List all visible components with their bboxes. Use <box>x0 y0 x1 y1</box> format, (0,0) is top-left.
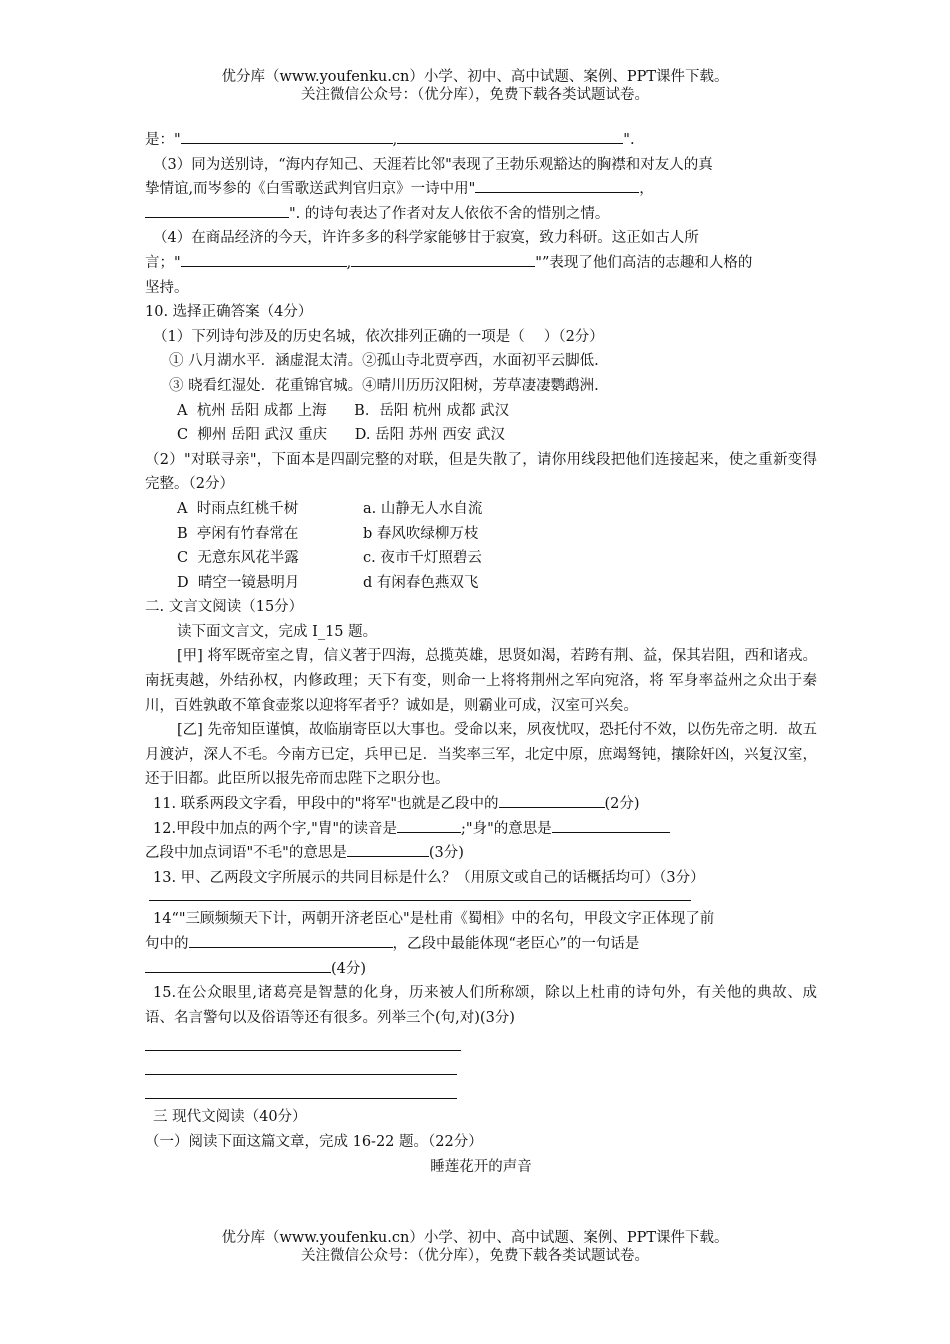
answer-blank[interactable] <box>181 252 347 267</box>
text: 乙段中加点词语"不毛"的意思是 <box>145 845 347 862</box>
page-header <box>0 68 950 104</box>
couplet-pair <box>145 522 817 547</box>
text: ，乙段中最能体现“老臣心”的一句话是 <box>392 936 640 952</box>
answer-blank[interactable] <box>145 203 289 218</box>
text: , <box>392 132 398 148</box>
couplet-left: D 晴空一镜悬明月 <box>177 574 300 591</box>
couplet-pair <box>145 546 817 571</box>
couplet-pair <box>145 497 817 522</box>
footer-line-2: 关注微信公众号：（优分库），免费下载各类试题试卷。 <box>301 1248 649 1264</box>
text: ". 的诗句表达了作者对友人依依不舍的惜别之情。 <box>289 205 610 222</box>
answer-blank[interactable] <box>181 129 393 144</box>
q9-3-line1: （3）同为送别诗，“海内存知己、天涯若比邻"表现了王勃乐观豁达的胸襟和对友人的真 <box>153 156 713 173</box>
text: ". <box>623 132 635 148</box>
q10-title: 10. 选择正确答案（4分） <box>145 304 313 321</box>
q10-options-ab: A 杭州 岳阳 成都 上海 B．岳阳 杭州 成都 武汉 <box>177 402 510 419</box>
text: (3分) <box>428 845 464 862</box>
exam-content <box>145 128 817 1179</box>
section-3-subtitle: （一）阅读下面这篇文章，完成 16-22 题。（22分） <box>145 1133 483 1150</box>
q10-2-stem: （2）"对联寻亲"，下面本是四副完整的对联，但是失散了，请你用线段把他们连接起来，使之重新变得完整。（2分） <box>145 451 817 493</box>
q9-continuation <box>145 128 817 153</box>
q9-4-line1: （4）在商品经济的今天，许许多多的科学家能够甘于寂寞，致力科研。这正如古人所 <box>153 230 699 247</box>
couplet-list <box>145 497 817 595</box>
q10-1-stem: （1）下列诗句涉及的历史名城，依次排列正确的一项是（ ）（2分） <box>153 328 604 345</box>
couplet-left: C 无意东风花半露 <box>177 550 299 567</box>
text: 12.甲段中加点的两个字,"胄"的读音是 <box>153 820 398 837</box>
couplet-pair <box>145 571 817 596</box>
text: 句中的 <box>145 936 189 952</box>
answer-blank[interactable] <box>397 818 461 833</box>
text: "”表现了他们高洁的志趣和人格的 <box>535 254 753 271</box>
text: ， <box>639 181 654 198</box>
couplet-right: a. 山静无人水自流 <box>363 500 483 517</box>
answer-blank[interactable] <box>499 793 605 808</box>
q10-verse-2: ③ 晓看红湿处．花重锦官城。④晴川历历汉阳树，芳草凄凄鹦鹉洲. <box>169 377 599 394</box>
answer-blank[interactable] <box>347 842 429 857</box>
q9-3-line3 <box>145 202 817 227</box>
q12-line1 <box>145 817 817 842</box>
q13: 13. 甲、乙两段文字所展示的共同目标是什么？（用原文或自己的话概括均可）（3分） <box>153 869 705 886</box>
answer-blank[interactable] <box>397 129 623 144</box>
text: 言；" <box>145 254 181 271</box>
q14-line3 <box>145 957 817 982</box>
couplet-right: c. 夜市千灯照碧云 <box>363 550 482 567</box>
text: 11. 联系两段文字看，甲段中的"将军"也就是乙段中的 <box>153 796 499 813</box>
q14-line2 <box>145 932 817 957</box>
q12-line2 <box>145 841 817 866</box>
q9-4-line3: 坚持。 <box>145 279 189 296</box>
q11 <box>145 792 817 817</box>
text: (4分) <box>331 960 367 977</box>
passage-jia: [甲] 将军既帝室之胄，信义著于四海，总揽英雄，思贤如渴，若跨有荆、益，保其岩阻，西和诸戎。南抚夷越，外结孙权，内修政理；天下有变，则命一上将将荆州之军向宛洛，将 军身率益州之众出于秦川，百姓孰敢不箪食壶浆以迎将军者乎？诚如是，则霸业可成，汉室可兴矣。 <box>145 648 817 714</box>
q10-options-cd: C 柳州 岳阳 武汉 重庆 D. 岳阳 苏州 西安 武汉 <box>177 427 505 444</box>
q14-line1: 14“"三顾频频天下计，两朝开济老臣心"是杜甫《蜀相》中的名句，甲段文字正体现了前 <box>153 911 715 928</box>
page-footer <box>0 1229 950 1265</box>
text: ;"身"的意思是 <box>461 820 552 837</box>
couplet-left: A 时雨点红桃千树 <box>177 500 299 517</box>
couplet-right: d 有闲春色燕双飞 <box>363 574 479 591</box>
text: (2分) <box>604 796 640 813</box>
answer-blank[interactable] <box>475 178 639 193</box>
answer-blank[interactable] <box>552 818 670 833</box>
header-line-1: 优分库（www.youfenku.cn）小学、初中、高中试题、案例、PPT课件下载。 <box>221 69 729 85</box>
section-2-intro: 读下面文言文，完成 I_15 题。 <box>177 623 378 640</box>
section-3-title: 三 现代文阅读（40分） <box>153 1109 307 1126</box>
section-2-title: 二. 文言文阅读（15分） <box>145 599 304 616</box>
q9-4-line2 <box>145 251 817 276</box>
q9-3-line2 <box>145 177 817 202</box>
header-line-2: 关注微信公众号：（优分库），免费下载各类试题试卷。 <box>301 87 649 103</box>
couplet-left: B 亭闲有竹春常在 <box>177 525 299 542</box>
text: 是：" <box>145 132 181 148</box>
answer-blank[interactable] <box>351 252 535 267</box>
answer-blank[interactable] <box>145 958 331 973</box>
answer-blank[interactable] <box>189 933 393 948</box>
article-title: 睡莲花开的声音 <box>430 1158 532 1175</box>
couplet-right: b 春风吹绿柳万枝 <box>363 525 479 542</box>
passage-yi: [乙] 先帝知臣谨慎，故临崩寄臣以大事也。受命以来，夙夜忧叹，恐托付不效，以伤先帝之明．故五月渡泸，深人不毛。今南方已定，兵甲已足．当奖率三军，北定中原，庶竭驽钝，攘除奸凶，兴复汉室，还于旧都。此臣所以报先帝而忠陛下之职分也。 <box>145 722 817 788</box>
q10-verse-1: ① 八月湖水平．涵虚混太清。②孤山寺北贾亭西，水面初平云脚低. <box>169 353 599 370</box>
q15: 15.在公众眼里,诸葛亮是智慧的化身，历来被人们所称颂，除以上杜甫的诗句外，有关他的典故、成语、名言警句以及俗语等还有很多。列举三个(句,对)(3分) <box>145 985 817 1026</box>
text: 挚情谊,而岑参的《白雪歌送武判官归京》一诗中用" <box>145 181 476 198</box>
footer-line-1: 优分库（www.youfenku.cn）小学、初中、高中试题、案例、PPT课件下载。 <box>221 1230 729 1246</box>
text: , <box>346 254 352 271</box>
